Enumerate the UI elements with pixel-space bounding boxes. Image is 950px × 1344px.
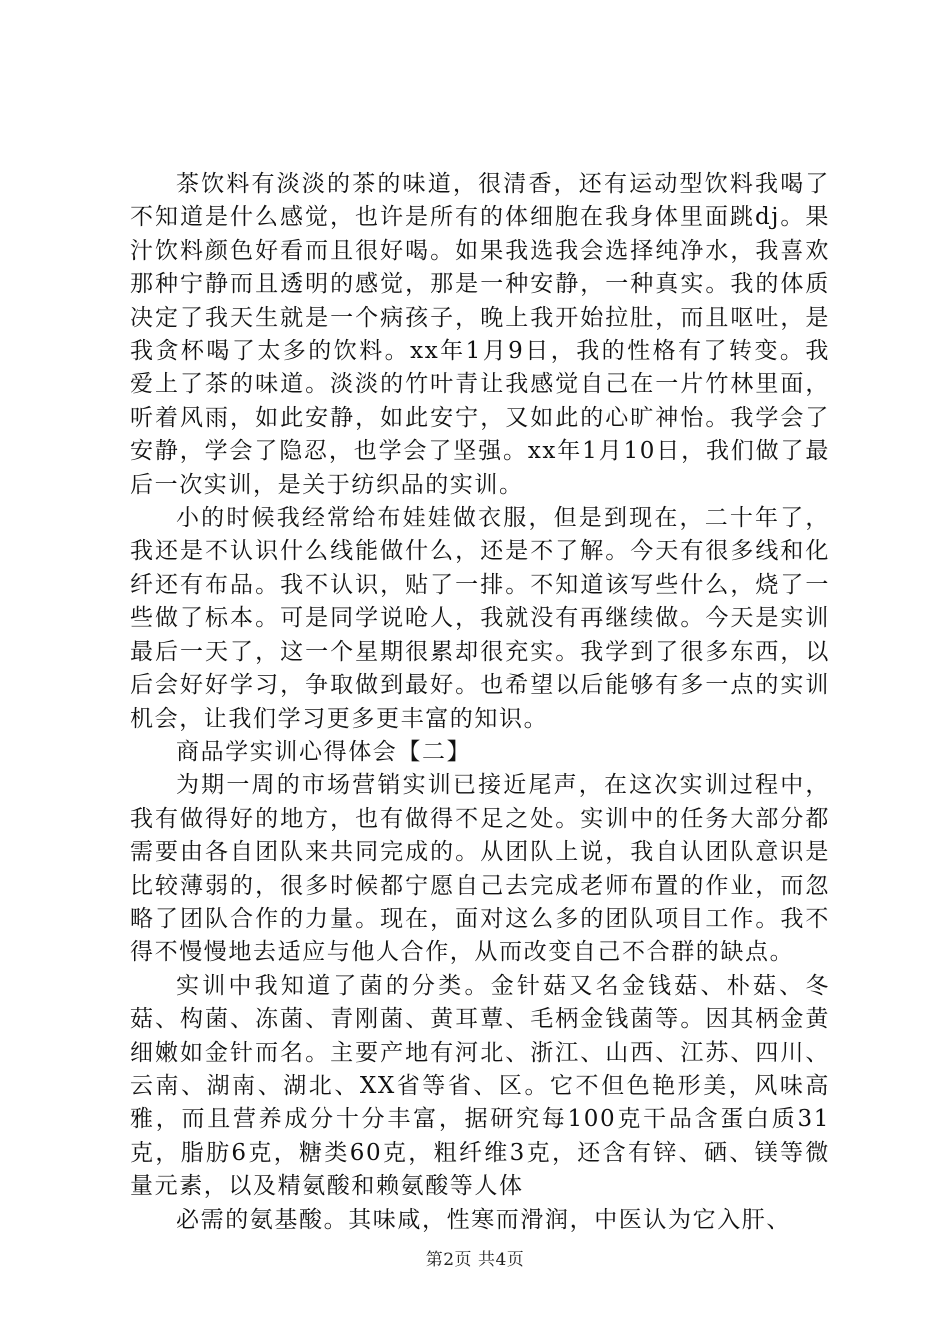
- section-heading: 商品学实训心得体会【二】: [176, 738, 472, 765]
- paragraph-textiles: 小的时候我经常给布娃娃做衣服，但是到现在，二十年了，我还是不认识什么线能做什么，还是不了解。今天有很多线和化纤还有布品。我不认识，贴了一排。不知道该写些什么，烧了一些做了标本。可是同学说呛人，我就没有再继续做。今天是实训最后一天了，这一个星期很累却很充实。我学到了很多东西，以后会好好学习，争取做到最好。也希望以后能够有多一点的实训机会，让我们学习更多更丰富的知识。: [130, 505, 830, 732]
- paragraph-mushrooms: 实训中我知道了菌的分类。金针菇又名金钱菇、朴菇、冬菇、构菌、冻菌、青刚菌、黄耳蕈、毛柄金钱菌等。因其柄金黄细嫩如金针而名。主要产地有河北、浙江、山西、江苏、四川、云南、湖南、湖北、XX省等省、区。它不但色艳形美，风味高雅，而且营养成分十分丰富，据研究每100克干品含蛋白质31克，脂肪6克，糖类60克，粗纤维3克，还含有锌、硒、镁等微量元素，以及精氨酸和赖氨酸等人体: [130, 972, 830, 1200]
- paragraph-beverages: 茶饮料有淡淡的茶的味道，很清香，还有运动型饮料我喝了不知道是什么感觉，也许是所有的体细胞在我身体里面跳dj。果汁饮料颜色好看而且很好喝。如果我选我会选择纯净水，我喜欢那种宁静而且透明的感觉，那是一种安静，一种真实。我的体质决定了我天生就是一个病孩子，晚上我开始拉肚，而且呕吐，是我贪杯喝了太多的饮料。xx年1月9日，我的性格有了转变。我爱上了茶的味道。淡淡的竹叶青让我感觉自己在一片竹林里面，听着风雨，如此安静，如此安宁，又如此的心旷神怡。我学会了安静，学会了隐忍，也学会了坚强。xx年1月10日，我们做了最后一次实训，是关于纺织品的实训。: [130, 171, 830, 498]
- paragraph-marketing-training: 为期一周的市场营销实训已接近尾声，在这次实训过程中，我有做得好的地方，也有做得不足之处。实训中的任务大部分都需要由各自团队来共同完成的。从团队上说，我自认团队意识是比较薄弱的，很多时候都宁愿自己去完成老师布置的作业，而忽略了团队合作的力量。现在，面对这么多的团队项目工作。我不得不慢慢地去适应与他人合作，从而改变自己不合群的缺点。: [130, 772, 830, 966]
- document-body: [130, 168, 830, 1237]
- paragraph-amino-acids: 必需的氨基酸。其味咸，性寒而滑润，中医认为它入肝、: [176, 1206, 791, 1233]
- page-footer: 第2页 共4页: [425, 1250, 525, 1270]
